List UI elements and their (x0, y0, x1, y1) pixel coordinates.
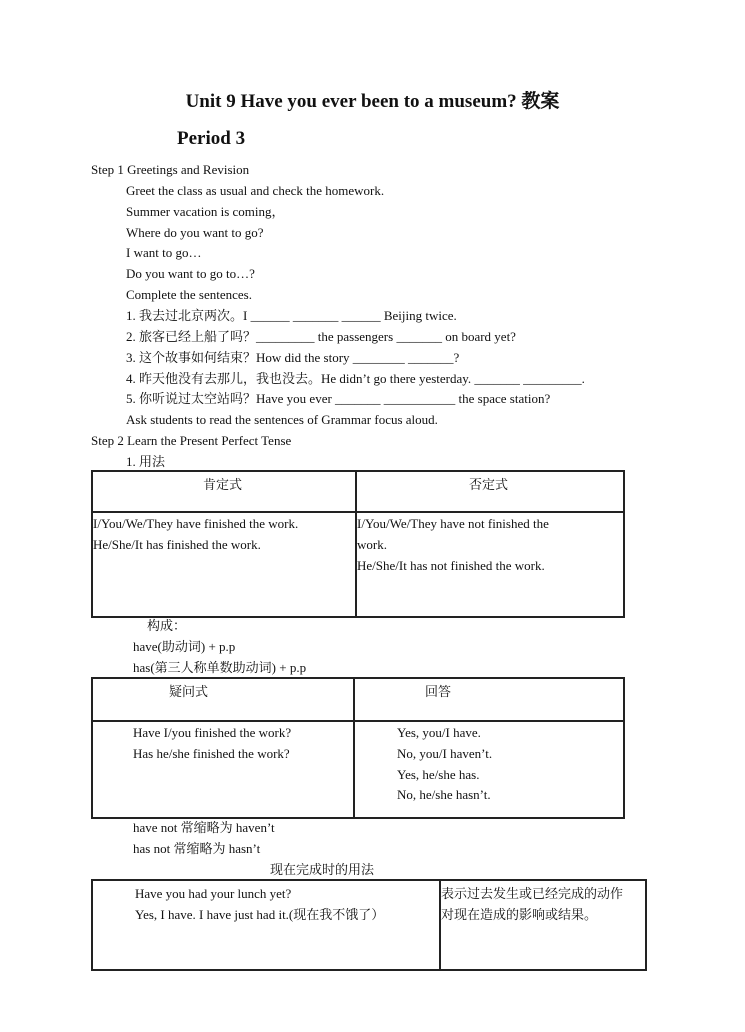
step1-line: Greet the class as usual and check the homework. (126, 183, 385, 198)
answer-example: Yes, he/she has. (397, 767, 480, 782)
question-answer-table (91, 677, 625, 819)
answer-header: 回答 (425, 684, 452, 699)
question-header: 疑问式 (169, 684, 209, 699)
step1-line: Do you want to go to…? (126, 266, 255, 281)
table-cell (356, 512, 624, 617)
exercise-item-2: 2. 旅客已经上船了吗？_________ the passengers _______ on board yet? (126, 329, 516, 344)
negative-header: 否定式 (469, 477, 509, 492)
step1-line: Summer vacation is coming， (126, 204, 285, 219)
table-header-cell (92, 471, 356, 512)
table-cell (354, 721, 624, 818)
table-cell (92, 512, 356, 617)
period-heading: Period 3 (177, 128, 246, 149)
formation-label: 构成： (147, 618, 187, 633)
affirmative-example: He/She/It has finished the work. (93, 537, 261, 552)
table-cell (92, 721, 354, 818)
negative-example: He/She/It has not finished the work. (357, 558, 545, 573)
table-cell (92, 880, 440, 970)
step1-line: Where do you want to go? (126, 225, 264, 240)
exercise-item-3: 3. 这个故事如何结束？How did the story ________ _______? (126, 350, 460, 365)
table-header-cell (356, 471, 624, 512)
exercise-item-4: 4. 昨天他没有去那儿，我也没去。He didn’t go there yesterday. _______ _________. (126, 371, 585, 386)
usage-table (91, 879, 647, 971)
usage-example: Yes, I have. I have just had it.(现在我不饿了） (135, 907, 385, 922)
formation-line: have(助动词) + p.p (133, 639, 236, 654)
affirmative-header: 肯定式 (203, 477, 243, 492)
table-header-cell (354, 678, 624, 721)
question-example: Has he/she finished the work? (133, 746, 290, 761)
usage-description: 对现在造成的影响或结果。 (441, 907, 598, 922)
usage-label: 1. 用法 (126, 454, 166, 469)
usage-example: Have you had your lunch yet? (135, 886, 292, 901)
page-title: Unit 9 Have you ever been to a museum? 教案 (185, 91, 560, 112)
exercise-item-1: 1. 我去过北京两次。I ______ _______ ______ Beijing twice. (126, 308, 457, 323)
exercise-item-5: 5. 你听说过太空站吗？Have you ever _______ ___________ the space station? (126, 391, 551, 406)
answer-example: No, you/I haven’t. (397, 746, 493, 761)
contraction-line: have not 常缩略为 haven’t (133, 820, 275, 835)
step1-line: I want to go… (126, 245, 202, 260)
negative-example: work. (357, 537, 387, 552)
table-header-cell (92, 678, 354, 721)
answer-example: Yes, you/I have. (397, 725, 481, 740)
step1-line: Ask students to read the sentences of Grammar focus aloud. (126, 412, 438, 427)
affirmative-example: I/You/We/They have finished the work. (93, 516, 299, 531)
step1-line: Complete the sentences. (126, 287, 252, 302)
contraction-line: has not 常缩略为 hasn’t (133, 841, 261, 856)
answer-example: No, he/she hasn’t. (397, 787, 491, 802)
negative-example: I/You/We/They have not finished the (357, 516, 549, 531)
usage-description: 表示过去发生或已经完成的动作 (441, 886, 624, 901)
affirmative-negative-table (91, 470, 625, 618)
step2-heading: Step 2 Learn the Present Perfect Tense (91, 433, 292, 448)
question-example: Have I/you finished the work? (133, 725, 292, 740)
usage-title: 现在完成时的用法 (270, 862, 375, 877)
table-cell (440, 880, 646, 970)
step1-heading: Step 1 Greetings and Revision (91, 162, 250, 177)
formation-line: has(第三人称单数助动词) + p.p (133, 660, 307, 675)
